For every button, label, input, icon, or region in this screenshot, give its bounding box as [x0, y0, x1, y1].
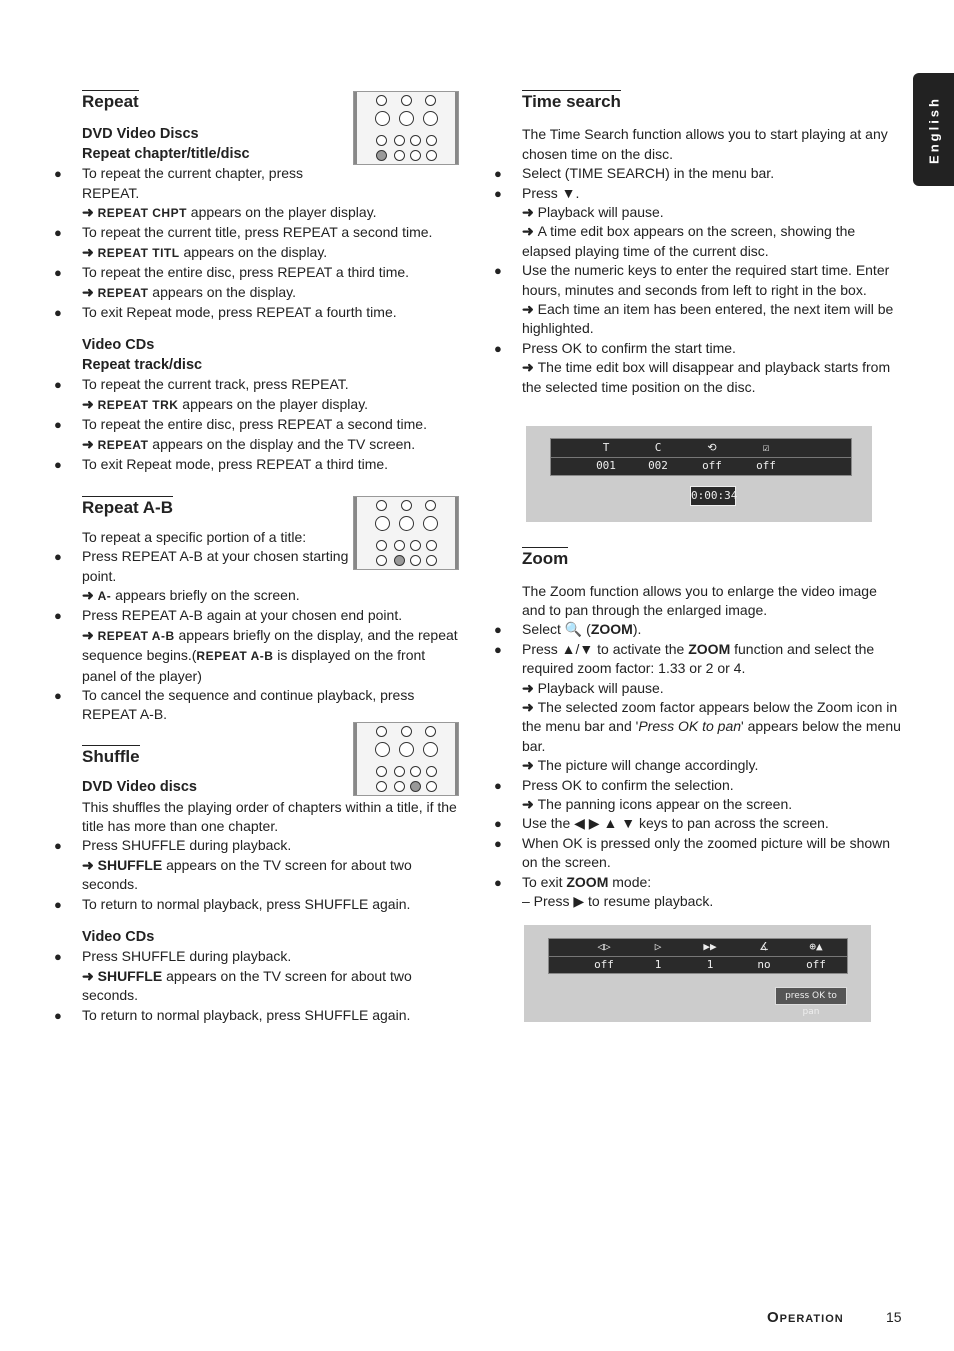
time-value: off — [702, 459, 722, 472]
zoom-b3: ● Press OK to confirm the selection. — [522, 776, 902, 795]
zoom-r3: ➜ The panning icons appear on the screen. — [522, 795, 902, 814]
repeat-vcd-heading: Video CDs — [82, 337, 155, 354]
zoom-intro: The Zoom function allows you to enlarge the video image and to pan through the enlarged image. — [522, 582, 877, 618]
shuffle-vcd-heading: Video CDs — [82, 929, 155, 946]
language-tab — [913, 73, 954, 186]
repeat-r2: ➜ REPEAT TITL appears on the display. — [82, 243, 462, 263]
check-value: off — [756, 459, 776, 472]
footer-section: Operation — [767, 1309, 844, 1326]
repeat-v3: ● To exit Repeat mode, press REPEAT a third time. — [82, 455, 462, 474]
shuffle-dvd-intro: This shuffles the playing order of chapters within a title, if the title has more than one chapter. — [82, 798, 457, 834]
zoom-r2b: ➜ The selected zoom factor appears below the Zoom icon in the menu bar and 'Press OK to pan' appears below the menu bar. — [522, 698, 902, 756]
repeat-ab-b3: ● To cancel the sequence and continue playback, press REPEAT A-B. — [82, 686, 462, 725]
time-search-title: Time search — [522, 92, 621, 111]
zoom-b5: ● When OK is pressed only the zoomed picture will be shown on the screen. — [522, 834, 902, 873]
repeat-r1: ➜ REPEAT CHPT appears on the player display. — [82, 203, 462, 223]
time-search-b4: ● Press OK to confirm the start time. — [522, 339, 902, 358]
remote-illustration-repeat — [353, 91, 459, 165]
remote-illustration-shuffle — [353, 722, 459, 796]
zoom-screen — [524, 925, 871, 1022]
repeat-ab-b1: ● Press REPEAT A-B at your chosen starting point. — [82, 547, 352, 586]
check-icon: ☑ — [762, 441, 770, 454]
time-search-b1: ● Select (TIME SEARCH) in the menu bar. — [522, 164, 902, 183]
time-search-r2b: ➜ A time edit box appears on the screen, showing the elapsed playing time of the current disc. — [522, 222, 902, 261]
repeat-v1: ● To repeat the current track, press REPEAT. — [82, 375, 462, 394]
repeat-title: Repeat — [82, 92, 139, 111]
press-ok-to-pan-label: press OK to pan — [775, 987, 847, 1005]
zoom-b2: ● Press ▲/▼ to activate the ZOOM function and select the required zoom factor: 1.33 or 2 or 4. — [522, 640, 902, 679]
chapter-icon: C — [654, 441, 662, 454]
repeat-vcd-sub: Repeat track/disc — [82, 356, 203, 373]
time-search-r4: ➜ The time edit box will disappear and playback starts from the selected time position on the disc. — [522, 358, 902, 397]
repeat-vr1: ➜ REPEAT TRK appears on the player display. — [82, 395, 462, 415]
repeat-ab-r1: ➜ A- appears briefly on the screen. — [82, 586, 462, 606]
play-icon: ▷ — [654, 940, 662, 953]
shuffle-v2: ● To return to normal playback, press SHUFFLE again. — [82, 1006, 462, 1025]
repeat-ab-b2: ● Press REPEAT A-B again at your chosen end point. — [82, 606, 462, 625]
zoom-r2a: ➜ Playback will pause. — [522, 679, 902, 698]
audio-value: off — [594, 958, 614, 971]
time-search-r2a: ➜ Playback will pause. — [522, 203, 902, 222]
title-value: 001 — [596, 459, 616, 472]
zoom-value: off — [806, 958, 826, 971]
angle-icon: ∡ — [759, 940, 769, 953]
zoom-icon: ⊕▲ — [809, 940, 823, 953]
play-value: 1 — [654, 958, 662, 971]
shuffle-title: Shuffle — [82, 746, 140, 766]
zoom-b6: ● To exit ZOOM mode: — [522, 873, 902, 892]
zoom-r2c: ➜ The picture will change accordingly. — [522, 756, 902, 775]
shuffle-vr1: ➜ SHUFFLE appears on the TV screen for about two seconds. — [82, 967, 462, 1006]
shuffle-v1: ● Press SHUFFLE during playback. — [82, 947, 462, 966]
repeat-dvd-sub: Repeat chapter/title/disc — [82, 145, 250, 162]
zoom-menu-bar — [548, 938, 848, 974]
shuffle-dvd-heading: DVD Video discs — [82, 779, 197, 796]
repeat-b2: ● To repeat the current title, press REPEAT a second time. — [82, 223, 462, 242]
time-search-b2: ● Press ▼. — [522, 184, 902, 203]
chapter-value: 002 — [648, 459, 668, 472]
time-edit-box: 0:00:34 — [690, 486, 736, 506]
zoom-dash: – Press ▶ to resume playback. — [522, 893, 714, 909]
audio-icon: ◁▷ — [597, 940, 611, 953]
repeat-v2: ● To repeat the entire disc, press REPEAT a second time. — [82, 415, 462, 434]
language-tab-label: English — [926, 95, 941, 164]
page-number: 15 — [886, 1309, 902, 1325]
repeat-ab-intro: To repeat a specific portion of a title: — [82, 528, 307, 545]
repeat-ab-title: Repeat A-B — [82, 498, 173, 518]
repeat-b4: ● To exit Repeat mode, press REPEAT a fourth time. — [82, 303, 462, 322]
repeat-ab-r2: ➜ REPEAT A-B appears briefly on the display, and the repeat sequence begins.(REPEAT A-B is displayed on the front panel of the player) — [82, 626, 462, 686]
time-search-screen — [526, 426, 872, 522]
time-search-b3: ● Use the numeric keys to enter the required start time. Enter hours, minutes and seconds from left to right in the box. — [522, 261, 902, 300]
fast-forward-icon: ▶▶ — [703, 940, 717, 953]
angle-value: no — [757, 958, 771, 971]
zoom-b4: ● Use the ◀ ▶ ▲ ▼ keys to pan across the screen. — [522, 814, 902, 833]
repeat-b1: ● To repeat the current chapter, press REPEAT. — [82, 164, 317, 203]
remote-illustration-repeat-ab — [353, 496, 459, 570]
zoom-icon: 🔍 — [564, 621, 583, 638]
shuffle-b1: ● Press SHUFFLE during playback. — [82, 836, 462, 855]
shuffle-r1: ➜ SHUFFLE appears on the TV screen for about two seconds. — [82, 856, 462, 895]
repeat-dvd-heading: DVD Video Discs — [82, 126, 199, 143]
fast-forward-value: 1 — [706, 958, 714, 971]
time-search-menu-bar — [550, 438, 852, 476]
zoom-b1: ● Select 🔍 (ZOOM). — [522, 620, 902, 639]
repeat-r3: ➜ REPEAT appears on the display. — [82, 283, 462, 303]
repeat-vr2: ➜ REPEAT appears on the display and the TV screen. — [82, 435, 462, 455]
time-search-intro: The Time Search function allows you to start playing at any chosen time on the disc. — [522, 126, 888, 162]
shuffle-b2: ● To return to normal playback, press SHUFFLE again. — [82, 895, 462, 914]
repeat-b3: ● To repeat the entire disc, press REPEAT a third time. — [82, 263, 462, 282]
time-search-r3: ➜ Each time an item has been entered, the next item will be highlighted. — [522, 300, 902, 339]
title-icon: T — [602, 441, 610, 454]
time-search-icon: ⟲ — [707, 441, 717, 454]
zoom-title: Zoom — [522, 549, 569, 569]
